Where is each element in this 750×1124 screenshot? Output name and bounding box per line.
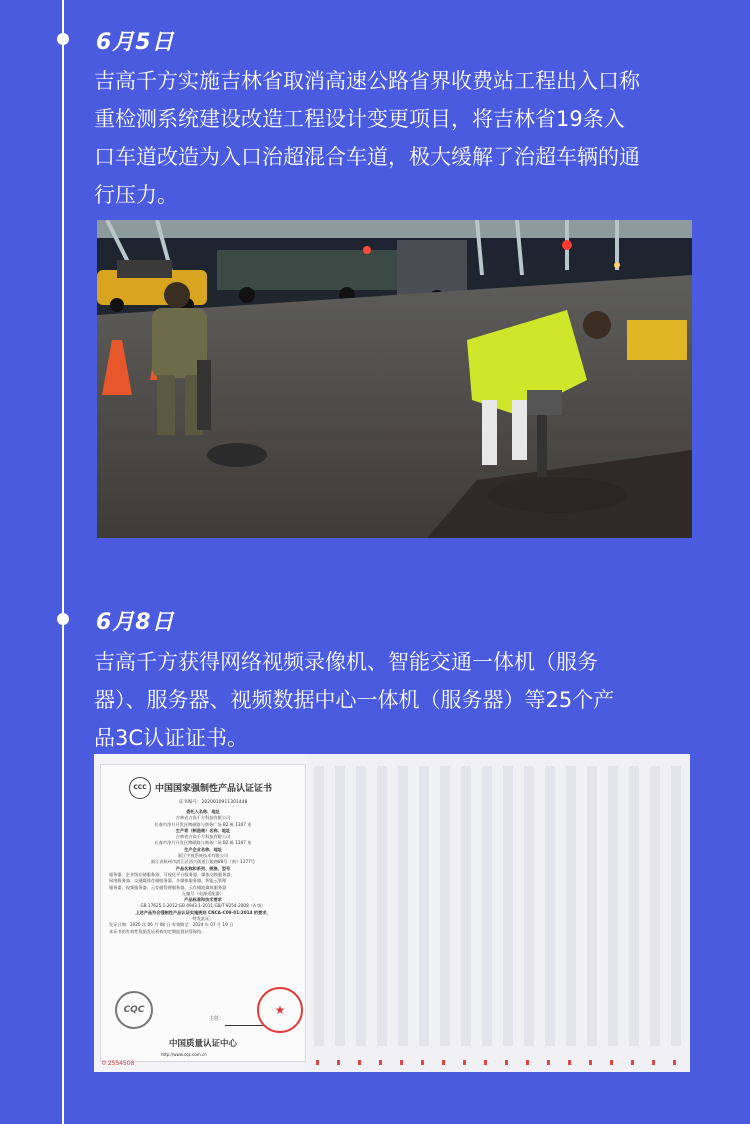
certificate-body: 委托人名称、地址 吉林省吉高千方科技有限公司 长春市净月开发区博硕路与商务广场 B2 栋 1307 室 生产者（制造商）名称、地址 吉林省吉高千方科技有限公司 长春市净月开发区博硕路与商务广场 B2 栋 1307 室 生产企业名称、地址 浙江宇视系统技术有限公司 浙江省杭州市滨江区西兴街道江陵路88号（南）1277号 产品名称和系列、规格、型号 服务器、企业级存储服务器、可视化平台服务器、媒体交换服务器、 网络服务器、交通媒体存储服务器、多媒体服务器、智能云管理 服务器、视频服务器、云存储管理服务器、云存储流媒体服务器 无编号（电源适配器） 产品标准和技术要求 GB 17625.1-2012;GB 4943.1-2011;GB/T 9254-2008（A 级） 上述产品符合强制性产品认证实施规则 CNCA-C09-01:2014 的要求， 特发此证。 发证日期：2020 年 06 月 08 日 有效期至：2024 年 07 月 19 日 本证书的有效性依据发证机构的定期监督获得保持。 (109, 809, 271, 934)
entry-date: 6月5日 (96, 30, 175, 55)
entry-description (94, 62, 704, 214)
certificate-number: 证书编号：2020010911301448 (179, 800, 248, 805)
certificate-title: 中国国家强制性产品认证证书 (155, 784, 273, 794)
description-line: 吉高千方实施吉林省取消高速公路省界收费站工程出入口称 (94, 69, 640, 93)
description-line: 重检测系统建设改造工程设计变更项目，将吉林省19条入 (94, 107, 625, 131)
description-line: 口车道改造为入口治超混合车道，极大缓解了治超车辆的通 (94, 145, 640, 169)
description-line: 品3C认证证书。 (94, 726, 249, 750)
certificate-website: http://www.cqc.com.cn (161, 1052, 207, 1057)
official-seal: ★ (257, 987, 303, 1033)
stacked-certificates (308, 754, 690, 1072)
entry-date: 6月8日 (96, 610, 175, 635)
certificate-page (100, 764, 306, 1062)
construction-photo (97, 220, 692, 538)
timeline-dot (57, 613, 69, 625)
certificate-serial: 0 2554508 (102, 1060, 135, 1067)
description-line: 吉高千方获得网络视频录像机、智能交通一体机（服务 (94, 650, 598, 674)
cqc-logo: CQC (115, 991, 153, 1029)
certificate-issuer: 中国质量认证中心 (168, 1039, 237, 1049)
director-label: 主任： (209, 1016, 225, 1022)
ccc-logo: CCC (129, 777, 151, 799)
timeline-dot (57, 33, 69, 45)
certificate-image (94, 754, 690, 1072)
description-line: 行压力。 (94, 183, 178, 207)
timeline-line (62, 0, 64, 1124)
entry-description (94, 643, 704, 757)
description-line: 器）、服务器、视频数据中心一体机（服务器）等25个产 (94, 688, 615, 712)
